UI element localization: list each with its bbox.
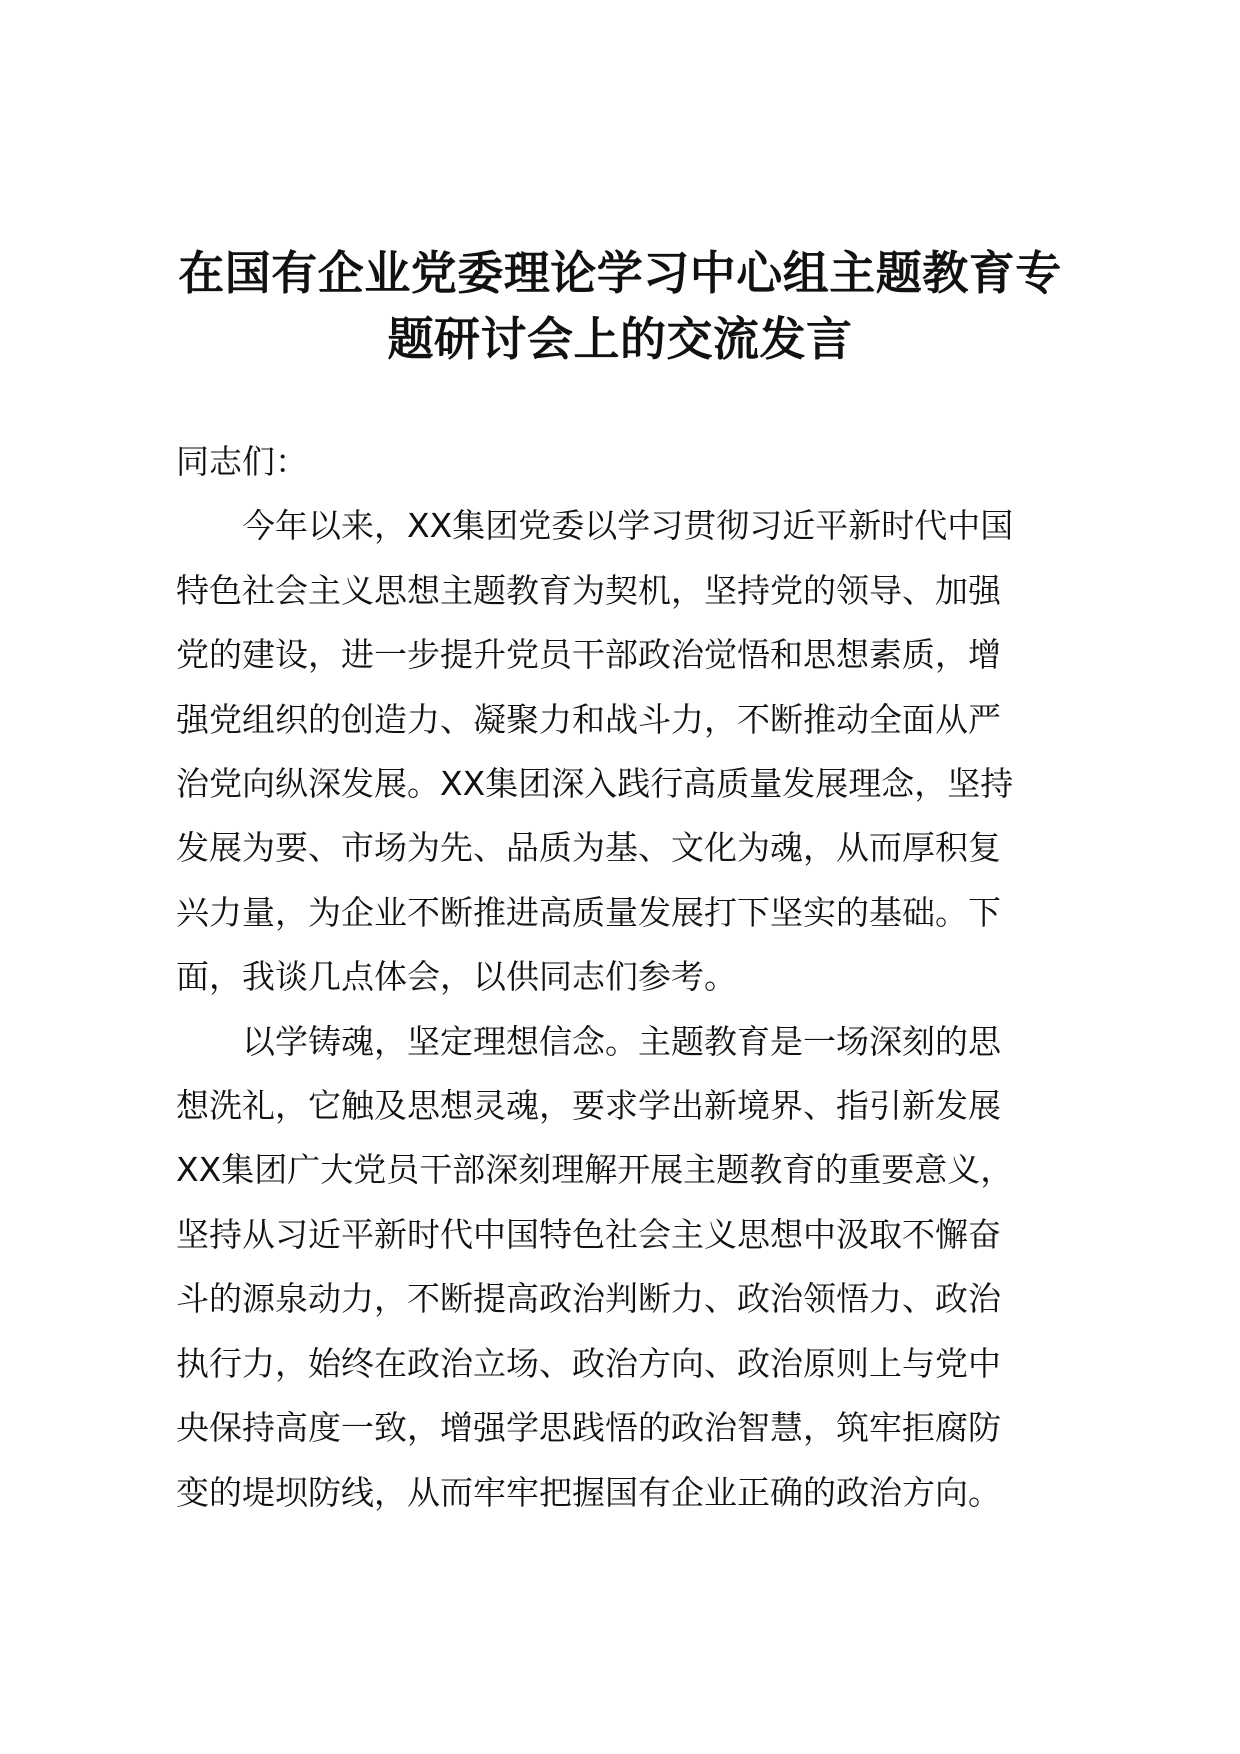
document-body bbox=[176, 430, 1096, 1525]
paragraph-line: 党的建设，进一步提升党员干部政治觉悟和思想素质，增 bbox=[176, 635, 1001, 675]
paragraph-line: 坚持从习近平新时代中国特色社会主义思想中汲取不懈奋 bbox=[176, 1214, 1001, 1254]
paragraph-line: 兴力量，为企业不断推进高质量发展打下坚实的基础。下 bbox=[176, 892, 1001, 932]
paragraph-line: 以学铸魂，坚定理想信念。主题教育是一场深刻的思 bbox=[242, 1021, 1001, 1061]
paragraph-2 bbox=[176, 1010, 1096, 1525]
paragraph-line: 执行力，始终在政治立场、政治方向、政治原则上与党中 bbox=[176, 1343, 1001, 1383]
paragraph-line: 发展为要、市场为先、品质为基、文化为魂，从而厚积复 bbox=[176, 828, 1001, 868]
paragraph-line: 央保持高度一致，增强学思践悟的政治智慧，筑牢拒腐防 bbox=[176, 1408, 1001, 1448]
paragraph-line: 面，我谈几点体会，以供同志们参考。 bbox=[176, 957, 737, 997]
paragraph-1 bbox=[176, 494, 1096, 1009]
paragraph-line: 治党向纵深发展。XX集团深入践行高质量发展理念，坚持 bbox=[176, 764, 1014, 804]
paragraph-line: 变的堤坝防线，从而牢牢把握国有企业正确的政治方向。 bbox=[176, 1472, 1001, 1512]
paragraph-line: 今年以来，XX集团党委以学习贯彻习近平新时代中国 bbox=[242, 506, 1014, 546]
paragraph-line: 想洗礼，它触及思想灵魂，要求学出新境界、指引新发展 bbox=[176, 1086, 1001, 1126]
paragraph-line: 强党组织的创造力、凝聚力和战斗力，不断推动全面从严 bbox=[176, 699, 1001, 739]
paragraph-line: XX集团广大党员干部深刻理解开展主题教育的重要意义， bbox=[176, 1150, 1014, 1190]
title-line: 在国有企业党委理论学习中心组主题教育专 bbox=[178, 246, 1062, 300]
document-title bbox=[150, 240, 1090, 372]
title-line: 题研讨会上的交流发言 bbox=[387, 312, 853, 366]
paragraph-line: 斗的源泉动力，不断提高政治判断力、政治领悟力、政治 bbox=[176, 1279, 1001, 1319]
salutation: 同志们： bbox=[176, 442, 308, 481]
paragraph-line: 特色社会主义思想主题教育为契机，坚持党的领导、加强 bbox=[176, 570, 1001, 610]
